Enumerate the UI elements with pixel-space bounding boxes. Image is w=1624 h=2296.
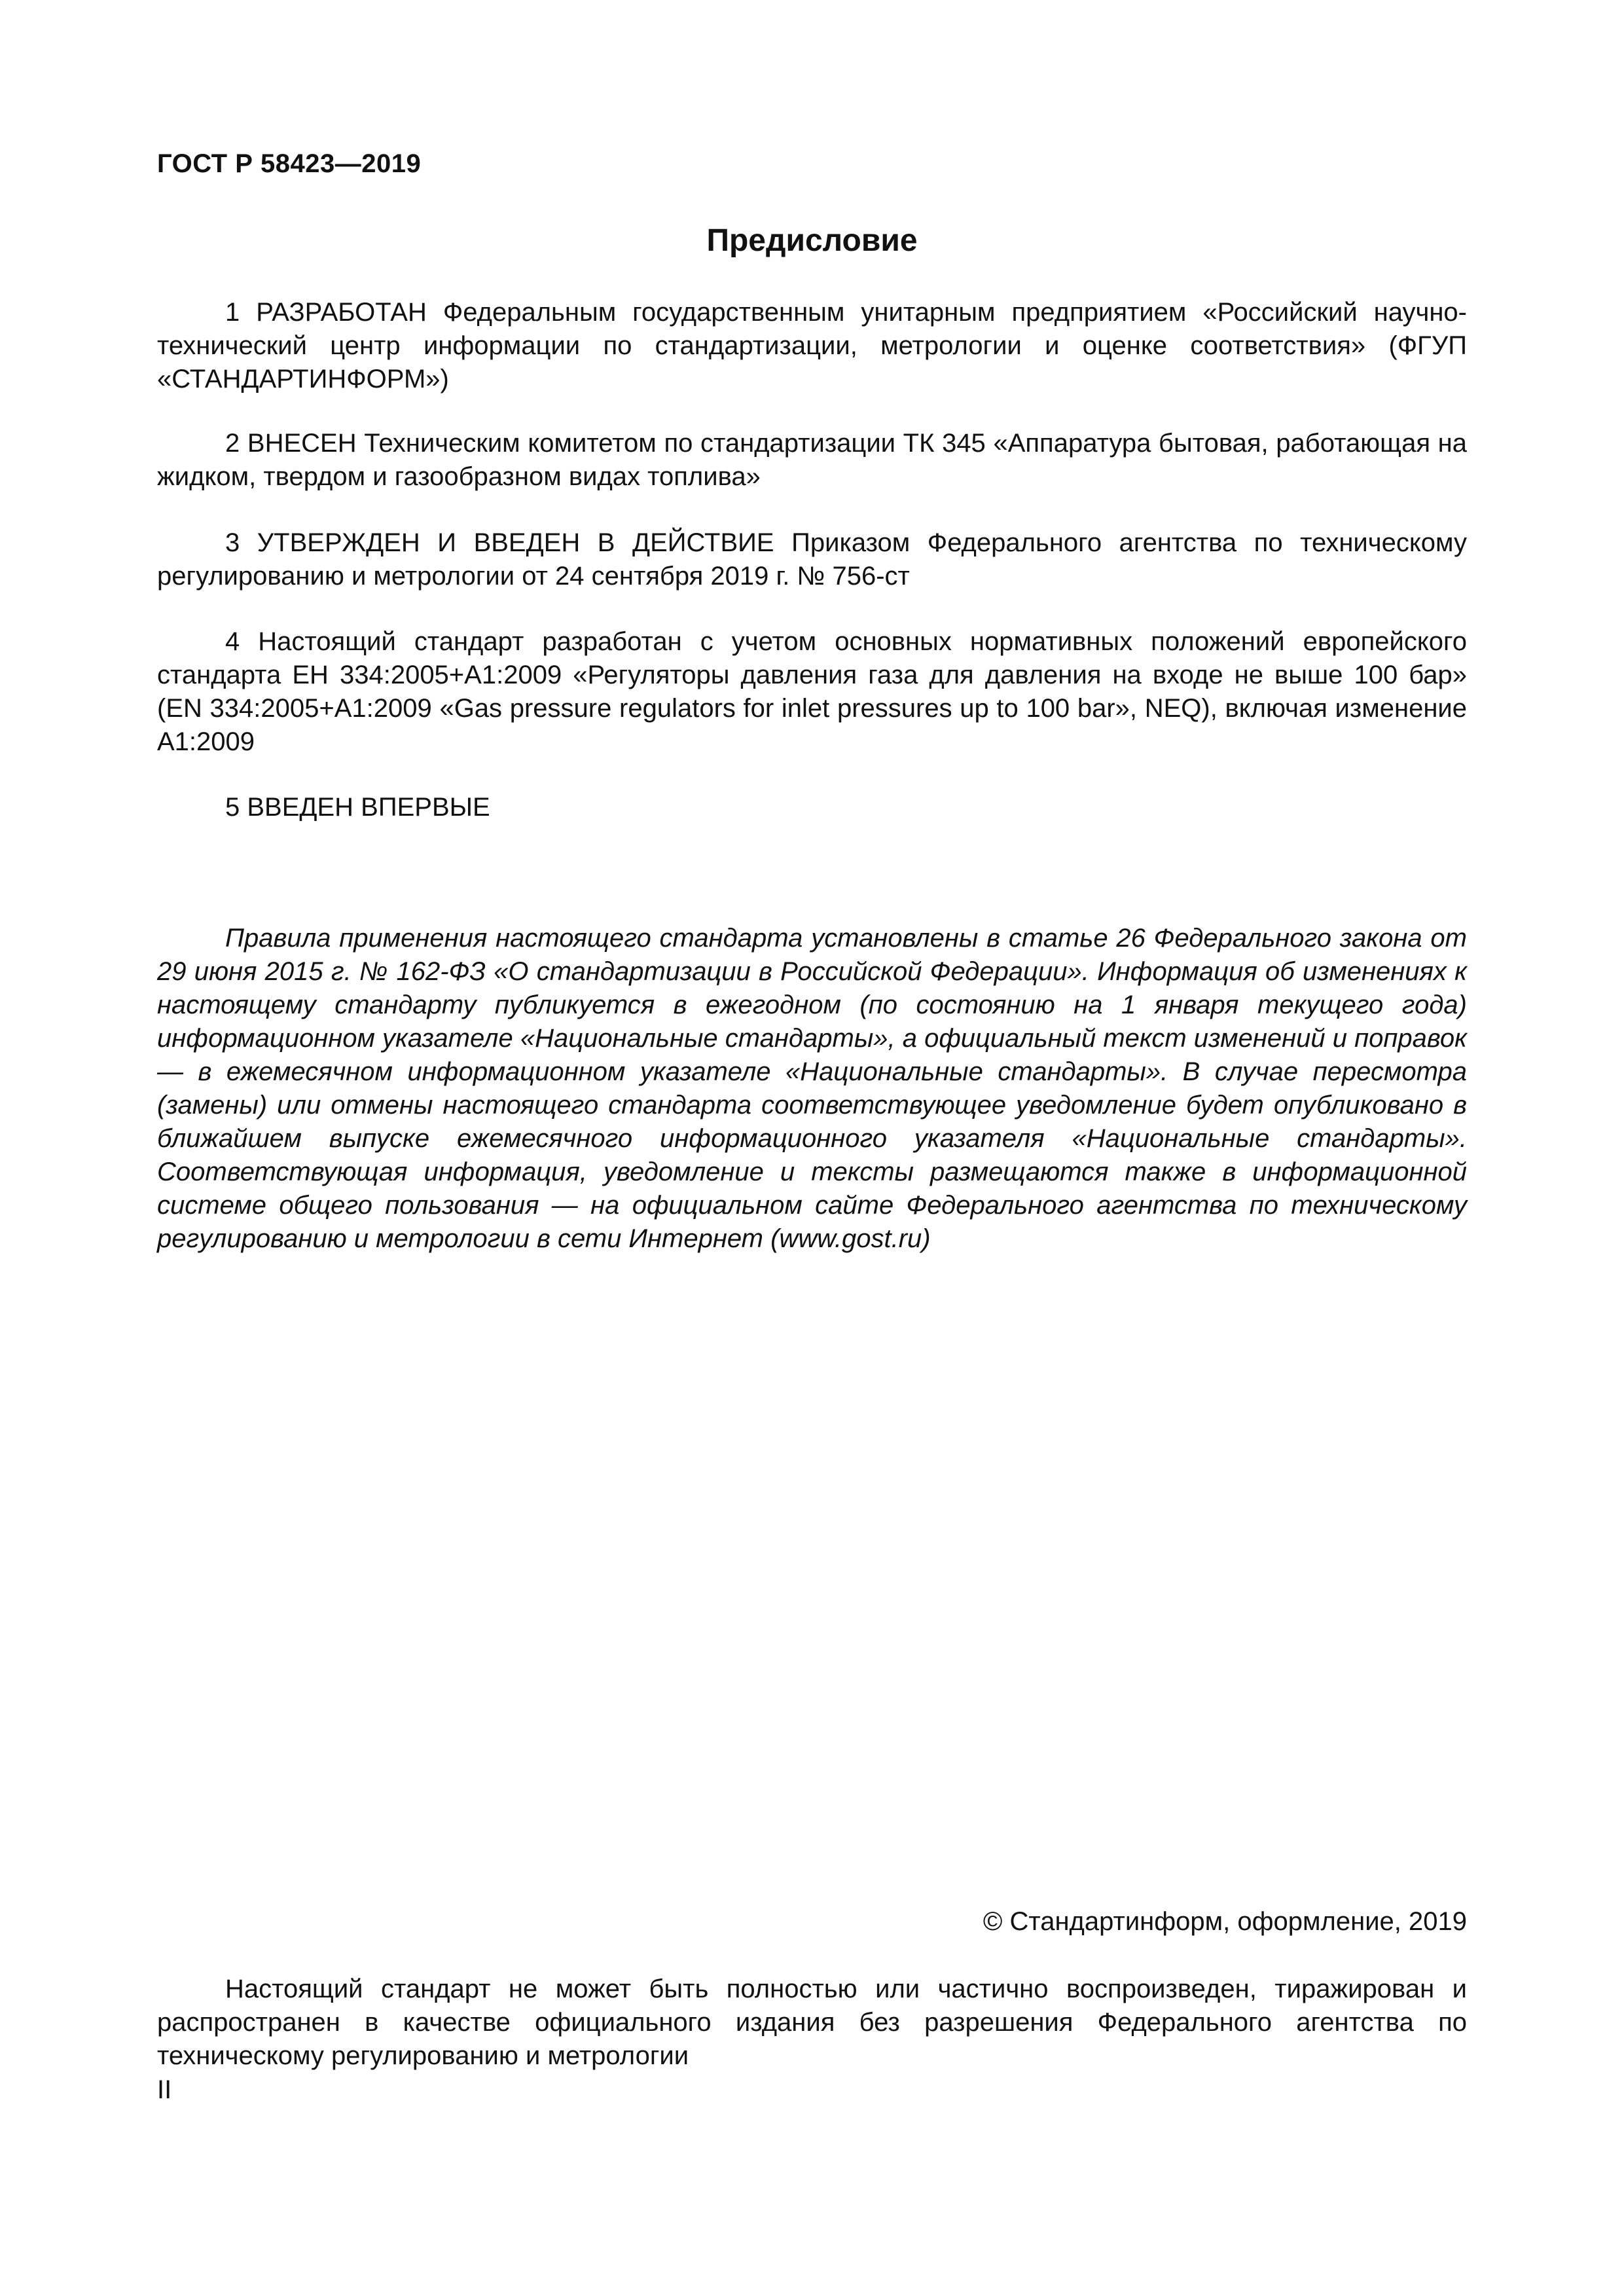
foreword-item-introduced-by: 2 ВНЕСЕН Техническим комитетом по стандартизации ТК 345 «Аппаратура бытовая, работающая на жидком, твердом и газообразном видах топлива» <box>157 429 1467 491</box>
foreword-item-based-on: 4 Настоящий стандарт разработан с учетом основных нормативных положений европейского стандарта ЕН 334:2005+А1:2009 «Регуляторы давления газа для давления на входе не выше 100 бар» (EN 334:2005+A1:2009 «Gas pressure regulators for inlet pressures up to 100 bar», NEQ), включая изменение А1:2009 <box>157 627 1467 756</box>
copyright-line: © Стандартинформ, оформление, 2019 <box>983 1907 1467 1936</box>
foreword-heading: Предисловие <box>706 223 918 258</box>
application-rules-paragraph: Правила применения настоящего стандарта установлены в статье 26 Федерального закона от 29 июня 2015 г. № 162-ФЗ «О стандартизации в Российской Федерации». Информация об изменениях к настоящему стандарту публикуется в ежегодном (по состоянию на 1 января текущего года) информационном указателе «Национальные стандарты», а официальный текст изменений и поправок — в ежемесячном информационном указателе «Национальные стандарты». В случае пересмотра (замены) или отмены настоящего стандарта соответствующее уведомление будет опубликовано в ближайшем выпуске ежемесячного информационного указателя «Национальные стандарты». Соответствующая информация, уведомление и тексты размещаются также в информационной системе общего пользования — на официальном сайте Федерального агентства по техническому регулированию и метрологии в сети Интернет (www.gost.ru) <box>157 924 1467 1253</box>
reproduction-notice: Настоящий стандарт не может быть полностью или частично воспроизведен, тиражирован и распространен в качестве официального издания без разрешения Федерального агентства по техническому регулированию и метрологии <box>157 1975 1467 2070</box>
foreword-item-first-introduced: 5 ВВЕДЕН ВПЕРВЫЕ <box>225 793 490 822</box>
foreword-item-approved: 3 УТВЕРЖДЕН И ВВЕДЕН В ДЕЙСТВИЕ Приказом Федерального агентства по техническому регулированию и метрологии от 24 сентября 2019 г. № 756-ст <box>157 528 1467 591</box>
document-code: ГОСТ Р 58423—2019 <box>157 149 422 178</box>
foreword-item-developed-by: 1 РАЗРАБОТАН Федеральным государственным унитарным предприятием «Российский научно-технический центр информации по стандартизации, метрологии и оценке соответствия» (ФГУП «СТАНДАРТИНФОРМ») <box>157 298 1467 393</box>
page-number: II <box>157 2075 172 2104</box>
